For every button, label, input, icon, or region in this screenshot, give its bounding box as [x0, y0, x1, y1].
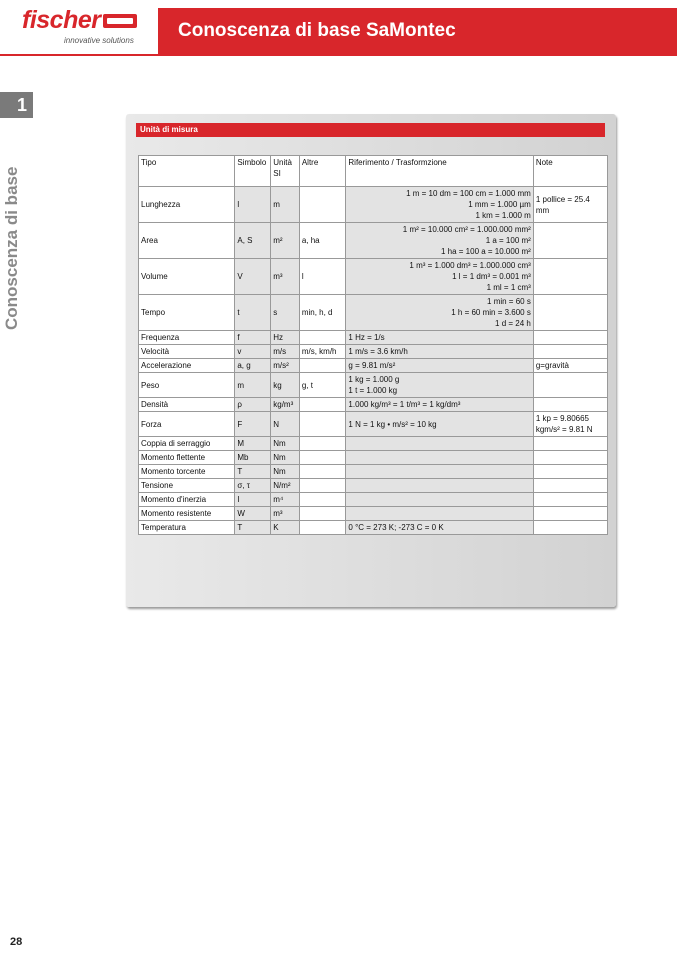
table-cell: 0 °C = 273 K; -273 C = 0 K — [346, 521, 533, 535]
table-cell: m — [235, 373, 271, 398]
table-cell: g, t — [299, 373, 346, 398]
table-cell — [299, 187, 346, 223]
table-cell: l — [299, 259, 346, 295]
column-header: Riferimento / Trasformzione — [346, 156, 533, 187]
table-cell: N — [271, 412, 300, 437]
table-cell: Velocità — [139, 345, 235, 359]
table-cell — [533, 521, 607, 535]
table-cell: kg/m³ — [271, 398, 300, 412]
table-cell: Peso — [139, 373, 235, 398]
table-cell: 1 kp = 9.80665 kgm/s² = 9.81 N — [533, 412, 607, 437]
table-cell: 1 Hz = 1/s — [346, 331, 533, 345]
table-row — [139, 223, 608, 259]
table-cell — [533, 465, 607, 479]
table-cell: Forza — [139, 412, 235, 437]
table-cell — [299, 465, 346, 479]
table-row — [139, 507, 608, 521]
table-cell: 1.000 kg/m³ = 1 t/m³ = 1 kg/dm³ — [346, 398, 533, 412]
table-cell: Nm — [271, 465, 300, 479]
table-cell: m/s — [271, 345, 300, 359]
table-cell — [346, 493, 533, 507]
table-cell — [299, 359, 346, 373]
table-row — [139, 331, 608, 345]
table-cell — [299, 331, 346, 345]
table-cell: Nm — [271, 437, 300, 451]
table-cell: M — [235, 437, 271, 451]
table-cell: 1 min = 60 s 1 h = 60 min = 3.600 s 1 d = 24 h — [346, 295, 533, 331]
table-cell: m³ — [271, 507, 300, 521]
table-cell — [533, 373, 607, 398]
table-cell: a, ha — [299, 223, 346, 259]
table-cell: Densità — [139, 398, 235, 412]
table-cell: Temperatura — [139, 521, 235, 535]
table-cell: m² — [271, 223, 300, 259]
table-cell: t — [235, 295, 271, 331]
table-cell: Momento d'inerzia — [139, 493, 235, 507]
table-cell: 1 m = 10 dm = 100 cm = 1.000 mm 1 mm = 1.000 µm 1 km = 1.000 m — [346, 187, 533, 223]
table-row — [139, 398, 608, 412]
table-cell: σ, τ — [235, 479, 271, 493]
table-cell — [299, 493, 346, 507]
chapter-label: Conoscenza di base — [2, 166, 21, 330]
table-cell: Nm — [271, 451, 300, 465]
table-cell — [299, 521, 346, 535]
table-cell: Hz — [271, 331, 300, 345]
column-header: Note — [533, 156, 607, 187]
table-cell: min, h, d — [299, 295, 346, 331]
table-cell: kg — [271, 373, 300, 398]
table-cell: s — [271, 295, 300, 331]
header-divider — [0, 54, 677, 56]
table-cell: 1 m² = 10.000 cm² = 1.000.000 mm² 1 a = 100 m² 1 ha = 100 a = 10.000 m² — [346, 223, 533, 259]
column-header: Unità SI — [271, 156, 300, 187]
table-cell: W — [235, 507, 271, 521]
table-cell: T — [235, 465, 271, 479]
table-cell: a, g — [235, 359, 271, 373]
table-cell: Momento flettente — [139, 451, 235, 465]
table-row — [139, 465, 608, 479]
table-cell: Mb — [235, 451, 271, 465]
table-cell: m — [271, 187, 300, 223]
table-cell: m⁴ — [271, 493, 300, 507]
table-cell: Tempo — [139, 295, 235, 331]
table-row — [139, 479, 608, 493]
table-cell — [346, 437, 533, 451]
panel-title: Unità di misura — [136, 123, 605, 137]
table-cell: T — [235, 521, 271, 535]
table-cell: m/s, km/h — [299, 345, 346, 359]
table-cell — [533, 331, 607, 345]
brand-mark-icon — [103, 14, 137, 28]
table-cell: 1 m/s = 3.6 km/h — [346, 345, 533, 359]
table-cell: v — [235, 345, 271, 359]
column-header: Simbolo — [235, 156, 271, 187]
table-cell — [299, 479, 346, 493]
table-cell — [299, 507, 346, 521]
table-row — [139, 295, 608, 331]
table-row — [139, 373, 608, 398]
table-cell: Momento torcente — [139, 465, 235, 479]
page-title: Conoscenza di base SaMontec — [178, 20, 456, 41]
table-cell — [533, 479, 607, 493]
table-cell: 1 N = 1 kg • m/s² = 10 kg — [346, 412, 533, 437]
table-cell — [299, 437, 346, 451]
table-cell — [533, 223, 607, 259]
table-row — [139, 493, 608, 507]
table-cell: N/m² — [271, 479, 300, 493]
table-cell: I — [235, 493, 271, 507]
table-cell: g = 9.81 m/s² — [346, 359, 533, 373]
table-cell: F — [235, 412, 271, 437]
table-cell — [346, 465, 533, 479]
table-cell: f — [235, 331, 271, 345]
table-cell: ρ — [235, 398, 271, 412]
table-cell: m/s² — [271, 359, 300, 373]
table-cell: A, S — [235, 223, 271, 259]
page-header — [0, 0, 677, 55]
table-cell — [299, 398, 346, 412]
page-number: 28 — [10, 936, 23, 948]
table-cell — [533, 451, 607, 465]
chapter-number: 1 — [0, 92, 33, 118]
table-cell: 1 m³ = 1.000 dm³ = 1.000.000 cm³ 1 l = 1 dm³ = 0.001 m³ 1 ml = 1 cm³ — [346, 259, 533, 295]
table-cell: Volume — [139, 259, 235, 295]
table-cell: Tensione — [139, 479, 235, 493]
table-row — [139, 345, 608, 359]
table-cell: Lunghezza — [139, 187, 235, 223]
table-cell: Frequenza — [139, 331, 235, 345]
units-table — [138, 155, 608, 535]
table-cell: K — [271, 521, 300, 535]
units-panel — [126, 114, 616, 607]
table-cell — [533, 507, 607, 521]
table-cell: 1 pollice = 25.4 mm — [533, 187, 607, 223]
table-cell — [533, 345, 607, 359]
table-cell — [299, 412, 346, 437]
column-header: Tipo — [139, 156, 235, 187]
brand-name: fischer — [22, 6, 101, 34]
table-row — [139, 187, 608, 223]
table-cell: l — [235, 187, 271, 223]
table-row — [139, 437, 608, 451]
brand-logo — [0, 0, 158, 55]
table-cell: Area — [139, 223, 235, 259]
table-row — [139, 451, 608, 465]
table-row — [139, 412, 608, 437]
title-banner — [158, 8, 677, 54]
table-cell — [533, 295, 607, 331]
table-cell — [346, 479, 533, 493]
table-row — [139, 521, 608, 535]
table-cell — [299, 451, 346, 465]
table-cell — [533, 493, 607, 507]
table-cell — [533, 398, 607, 412]
table-cell: m³ — [271, 259, 300, 295]
brand-tagline: innovative solutions — [64, 36, 134, 45]
table-cell: 1 kg = 1.000 g 1 t = 1.000 kg — [346, 373, 533, 398]
table-row — [139, 359, 608, 373]
table-cell: Accelerazione — [139, 359, 235, 373]
table-cell: Momento resistente — [139, 507, 235, 521]
table-cell: g=gravità — [533, 359, 607, 373]
table-cell: Coppia di serraggio — [139, 437, 235, 451]
table-cell — [533, 437, 607, 451]
table-header-row — [139, 156, 608, 187]
table-cell — [346, 451, 533, 465]
table-row — [139, 259, 608, 295]
table-cell — [346, 507, 533, 521]
column-header: Altre — [299, 156, 346, 187]
table-cell — [533, 259, 607, 295]
table-cell: V — [235, 259, 271, 295]
